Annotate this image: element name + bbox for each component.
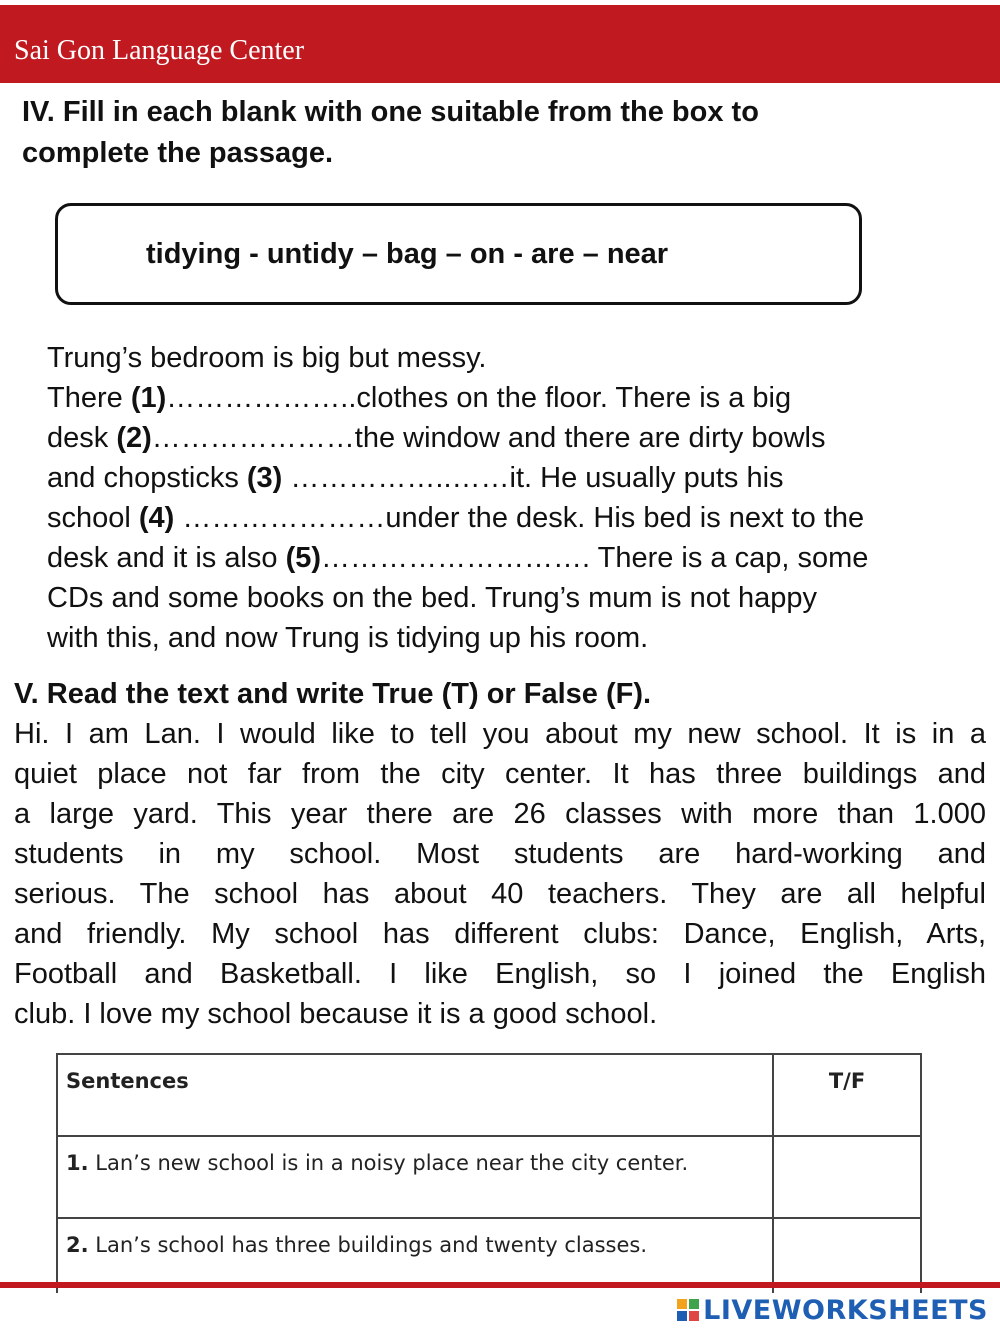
sentences-header: Sentences: [57, 1054, 773, 1136]
answer-cell-1[interactable]: [773, 1136, 921, 1218]
passage-line: [47, 458, 992, 498]
footer-divider: [0, 1282, 1000, 1288]
passage-line: [47, 538, 992, 578]
passage-line: Trung’s bedroom is big but messy.: [47, 342, 487, 374]
liveworksheets-logo[interactable]: [677, 1293, 988, 1327]
blank-number-5: (5): [285, 542, 322, 574]
reading-line: a large yard. This year there are 26 classes with more than 1.000: [14, 798, 986, 830]
reading-line: Football and Basketball. I like English, so I joined the English: [14, 958, 986, 990]
passage-text: school: [47, 502, 139, 534]
passage-line: CDs and some books on the bed. Trung’s mum is not happy: [47, 582, 818, 614]
passage-line: [47, 378, 992, 418]
blank-2-text[interactable]: …………………the window and there are dirty bowls: [151, 422, 826, 454]
sentence-cell: [57, 1136, 773, 1218]
passage-line: with this, and now Trung is tidying up his room.: [47, 622, 649, 654]
sentence-number: 1.: [66, 1151, 89, 1175]
reading-line: Hi. I am Lan. I would like to tell you about my new school. It is in a: [14, 718, 986, 750]
logo-square-icon: [677, 1311, 687, 1321]
passage-text: There: [47, 382, 131, 414]
reading-line: and friendly. My school has different clubs: Dance, English, Arts,: [14, 918, 986, 950]
section-5-heading: V. Read the text and write True (T) or False (F).: [14, 678, 652, 710]
passage-text: and chopsticks: [47, 462, 247, 494]
reading-line: students in my school. Most students are hard-working and: [14, 838, 986, 870]
blank-5-text[interactable]: ………………………. There is a cap, some: [321, 542, 869, 574]
word-box: [55, 203, 862, 305]
fill-in-passage: [47, 338, 992, 658]
blank-number-1: (1): [130, 382, 167, 414]
blank-number-4: (4): [138, 502, 175, 534]
blank-number-2: (2): [116, 422, 152, 454]
reading-text: [14, 714, 986, 1034]
passage-text: desk: [47, 422, 117, 454]
passage-text: desk and it is also: [47, 542, 286, 574]
passage-line: [47, 498, 992, 538]
tf-header: T/F: [773, 1054, 921, 1136]
logo-square-icon: [689, 1299, 699, 1309]
blank-number-3: (3): [246, 462, 283, 494]
section-4-heading: [22, 92, 922, 174]
logo-text: LIVEWORKSHEETS: [703, 1294, 988, 1326]
table-header-row: [57, 1054, 921, 1136]
header-title: Sai Gon Language Center: [14, 35, 305, 66]
section-4-heading-line-2: complete the passage.: [22, 137, 334, 169]
sentence-text: Lan’s school has three buildings and twenty classes.: [88, 1233, 648, 1257]
reading-line: club. I love my school because it is a good school.: [14, 998, 658, 1030]
reading-line: quiet place not far from the city center. It has three buildings and: [14, 758, 986, 790]
reading-line: serious. The school has about 40 teachers. They are all helpful: [14, 878, 986, 910]
sentence-text: Lan’s new school is in a noisy place near the city center.: [88, 1151, 689, 1175]
passage-line: [47, 418, 992, 458]
logo-square-icon: [677, 1299, 687, 1309]
table-row: [57, 1136, 921, 1218]
true-false-table: [56, 1053, 922, 1293]
sentence-number: 2.: [66, 1233, 89, 1257]
blank-1-text[interactable]: ………………..clothes on the floor. There is a big: [166, 382, 792, 414]
header-bar: [0, 5, 1000, 83]
word-box-text: tidying - untidy – bag – on - are – near: [146, 238, 669, 270]
blank-3-text[interactable]: ……………..……it. He usually puts his: [282, 462, 784, 494]
logo-squares-icon: [677, 1299, 699, 1321]
section-4-heading-line-1: IV. Fill in each blank with one suitable from the box to: [22, 96, 759, 128]
blank-4-text[interactable]: …………………under the desk. His bed is next to the: [174, 502, 865, 534]
logo-square-icon: [689, 1311, 699, 1321]
